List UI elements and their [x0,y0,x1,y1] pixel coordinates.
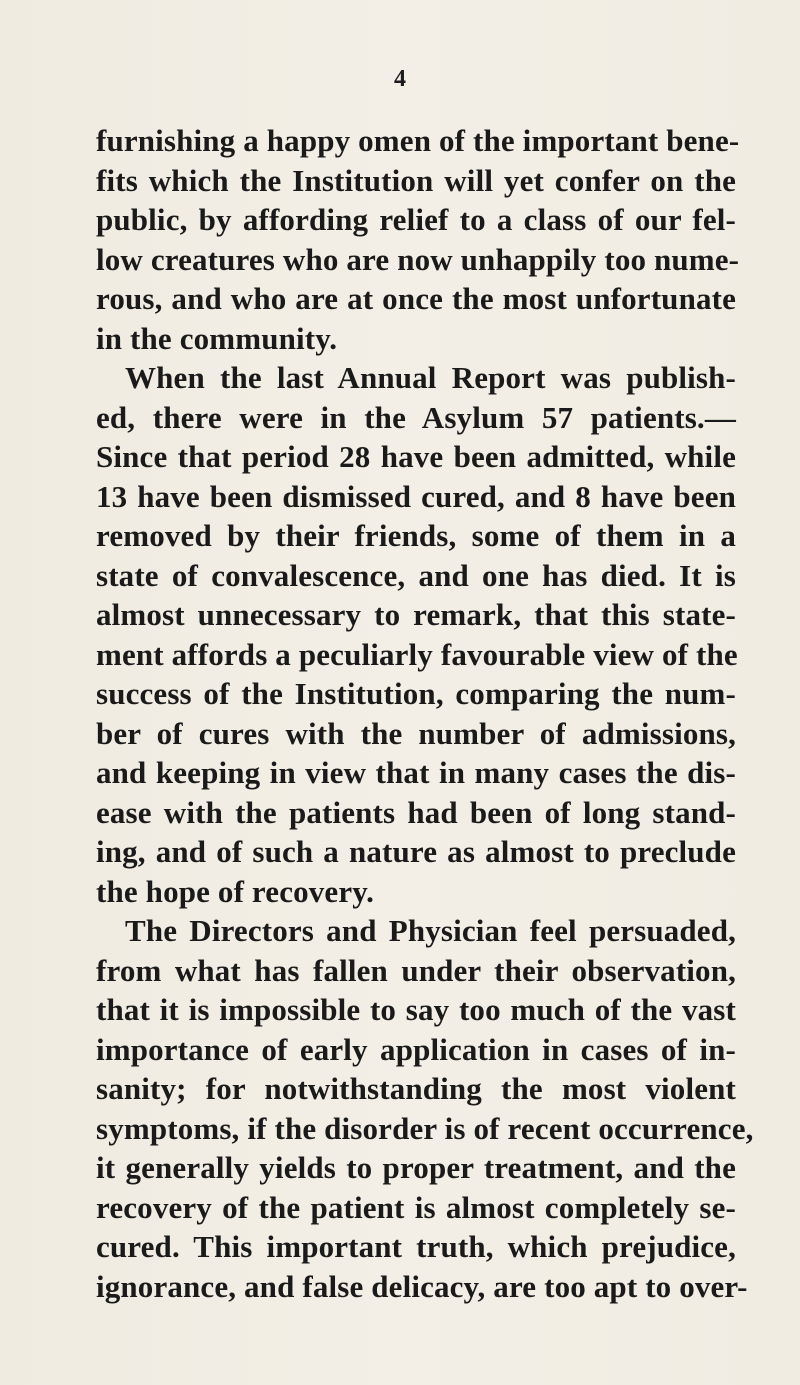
text-line: from what has fallen under their observation, [96,952,736,988]
text-line: cured. This important truth, which prejudice, [96,1229,736,1264]
text-line: public, by affording relief to a class of our fel- [96,202,736,237]
text-line: The Directors and Physician feel persuaded, [125,913,736,948]
text-line: ease with the patients had been of long stand- [96,794,736,830]
page-number: 4 [394,66,406,92]
text-line: that it is impossible to say too much of the vast [96,992,736,1027]
body-text [96,121,754,1306]
text-line: ment affords a peculiarly favourable view of the [96,636,738,672]
text-line: and keeping in view that in many cases the dis- [96,755,736,790]
text-line: importance of early application in cases of in- [96,1031,736,1067]
text-line: success of the Institution, comparing the num- [96,676,736,711]
text-line: ignorance, and false delicacy, are too apt to over- [96,1268,748,1304]
text-line: Since that period 28 have been admitted, while [96,439,736,474]
text-line: fits which the Institution will yet confer on the [96,162,736,198]
text-line: ed, there were in the Asylum 57 patients.— [96,399,736,435]
text-line: in the community. [96,320,338,356]
text-line: ing, and of such a nature as almost to preclude [96,834,736,869]
text-line: 13 have been dismissed cured, and 8 have been [96,478,736,514]
text-line: ber of cures with the number of admissions, [96,715,736,751]
text-line: removed by their friends, some of them in a [96,518,736,553]
text-line: recovery of the patient is almost completely se- [96,1189,736,1225]
text-line: When the last Annual Report was publish- [125,360,736,395]
text-line: sanity; for notwithstanding the most violent [96,1071,736,1106]
text-line: state of convalescence, and one has died. It is [96,557,736,593]
text-line: rous, and who are at once the most unfortunate [96,281,736,316]
text-line: furnishing a happy omen of the important bene- [96,123,740,158]
text-line: the hope of recovery. [96,873,375,909]
text-line: almost unnecessary to remark, that this state- [96,597,736,632]
text-line: symptoms, if the disorder is of recent occurrence, [96,1110,754,1146]
text-line: low creatures who are now unhappily too nume- [96,241,740,277]
text-line: it generally yields to proper treatment, and the [96,1150,736,1185]
